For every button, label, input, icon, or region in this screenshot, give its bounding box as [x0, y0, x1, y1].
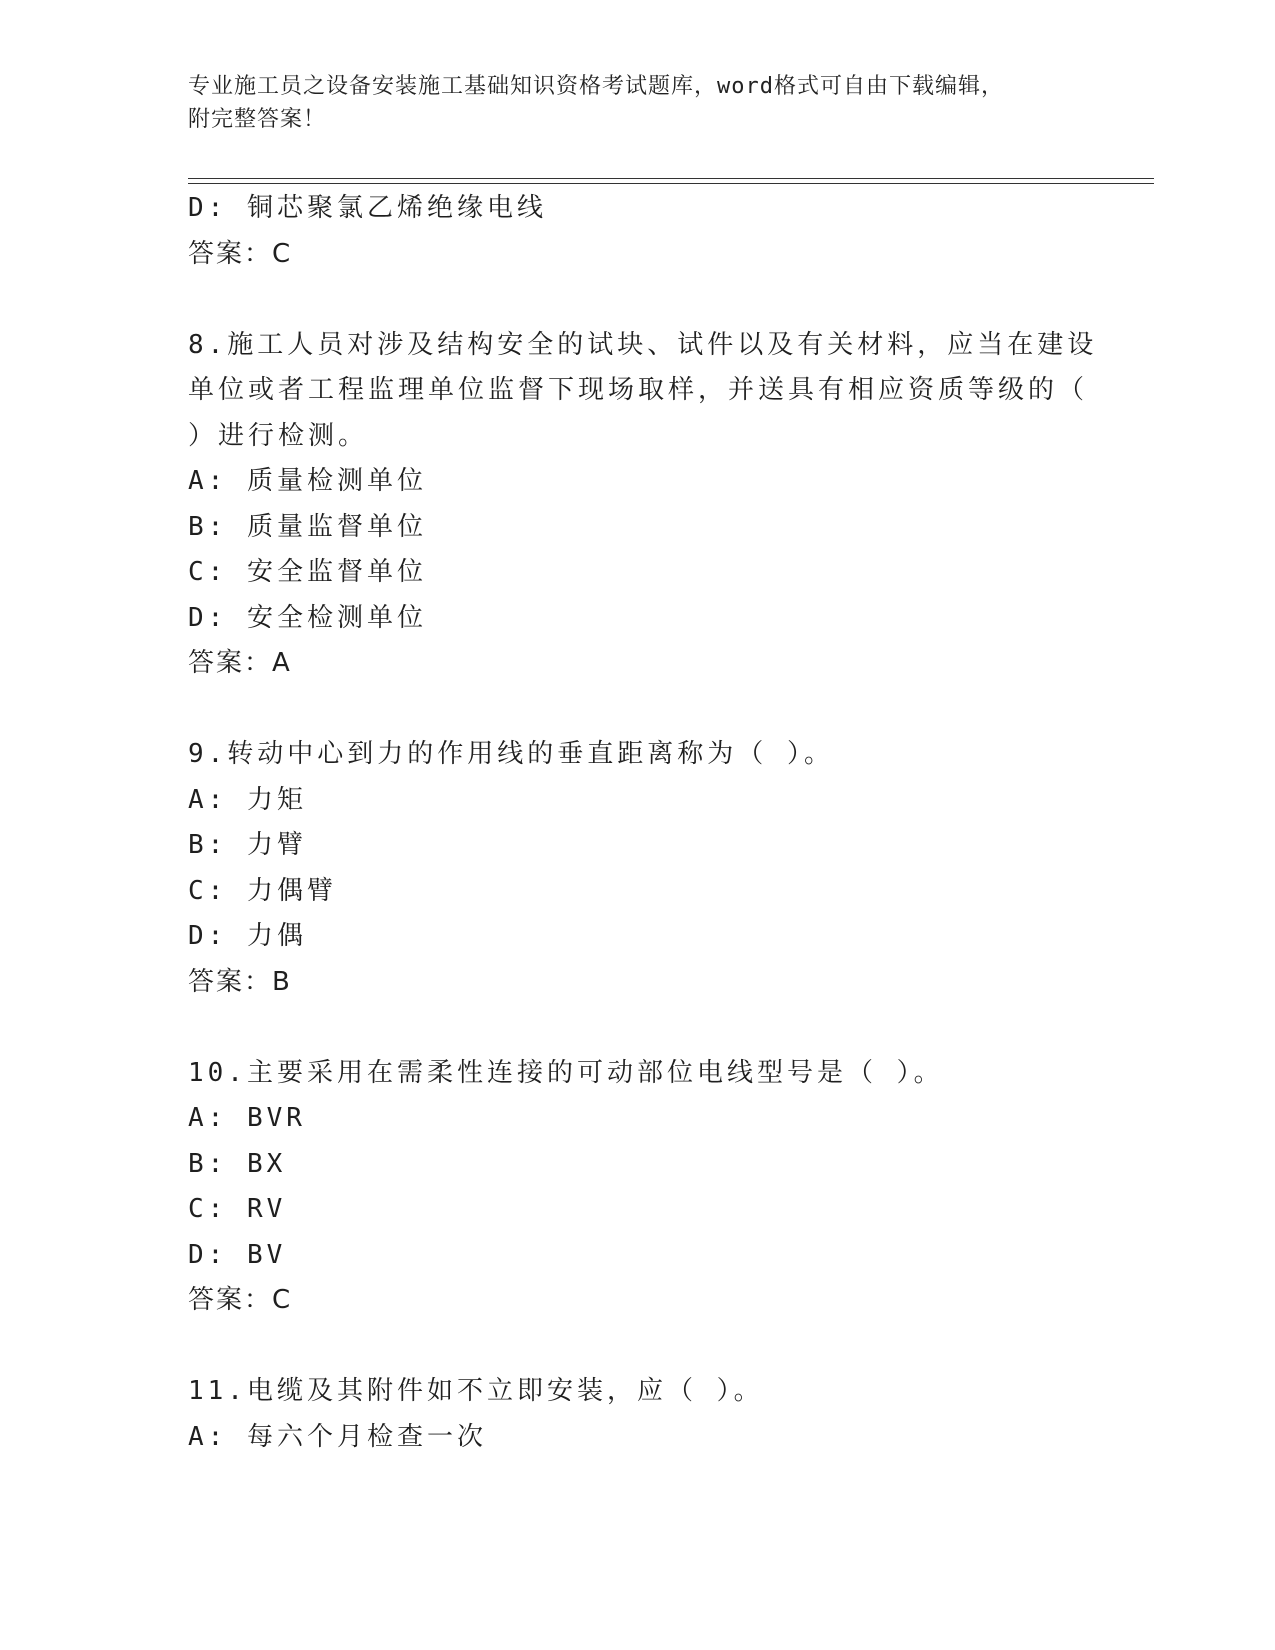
option-a: A: 每六个月检查一次	[188, 1421, 487, 1452]
question-9	[188, 732, 1088, 1005]
spacer	[188, 1005, 1088, 1051]
option-c: C: 力偶臂	[188, 875, 337, 906]
option-d: D: 力偶	[188, 921, 307, 951]
option-b: B: BX	[188, 1148, 287, 1179]
question-8	[188, 323, 1098, 687]
question-stem: 9.转动中心到力的作用线的垂直距离称为（ ）。	[188, 739, 834, 769]
question-11	[188, 1369, 1088, 1460]
option-a: A: 力矩	[188, 784, 307, 815]
option-b: B: 力臂	[188, 830, 307, 860]
question-stem: 单位或者工程监理单位监督下现场取样，并送具有相应资质等级的（	[188, 375, 1089, 405]
question-7-tail	[188, 186, 1088, 277]
header-divider-bottom	[188, 183, 1154, 184]
option-c: C: RV	[188, 1194, 287, 1224]
answer-line: 答案：B	[188, 966, 292, 997]
option-b: B: 质量监督单位	[188, 511, 427, 542]
option-a: A: 质量检测单位	[188, 466, 427, 496]
option-d: D: 安全检测单位	[188, 602, 427, 633]
question-list	[188, 186, 1098, 1460]
spacer	[188, 277, 1088, 323]
option-d: D: 铜芯聚氯乙烯绝缘电线	[188, 193, 547, 223]
question-stem: 11.电缆及其附件如不立即安装，应（ ）。	[188, 1376, 764, 1406]
question-10	[188, 1051, 1088, 1324]
question-stem: ）进行检测。	[188, 420, 369, 451]
answer-line: 答案：C	[188, 1285, 293, 1315]
answer-line: 答案：A	[188, 648, 292, 678]
question-stem: 10.主要采用在需柔性连接的可动部位电线型号是（ ）。	[188, 1057, 944, 1088]
option-a: A: BVR	[188, 1103, 306, 1133]
spacer	[188, 1324, 1088, 1370]
header-line-1: 专业施工员之设备安装施工基础知识资格考试题库，word格式可自由下载编辑，	[188, 74, 1004, 99]
option-c: C: 安全监督单位	[188, 557, 427, 587]
option-d: D: BV	[188, 1239, 287, 1270]
header-divider-top	[188, 178, 1154, 179]
document-header	[188, 70, 1088, 136]
header-line-2: 附完整答案！	[188, 107, 327, 132]
spacer	[188, 687, 1088, 733]
question-stem: 8.施工人员对涉及结构安全的试块、试件以及有关材料，应当在建设	[188, 329, 1098, 360]
answer-line: 答案：C	[188, 238, 293, 269]
